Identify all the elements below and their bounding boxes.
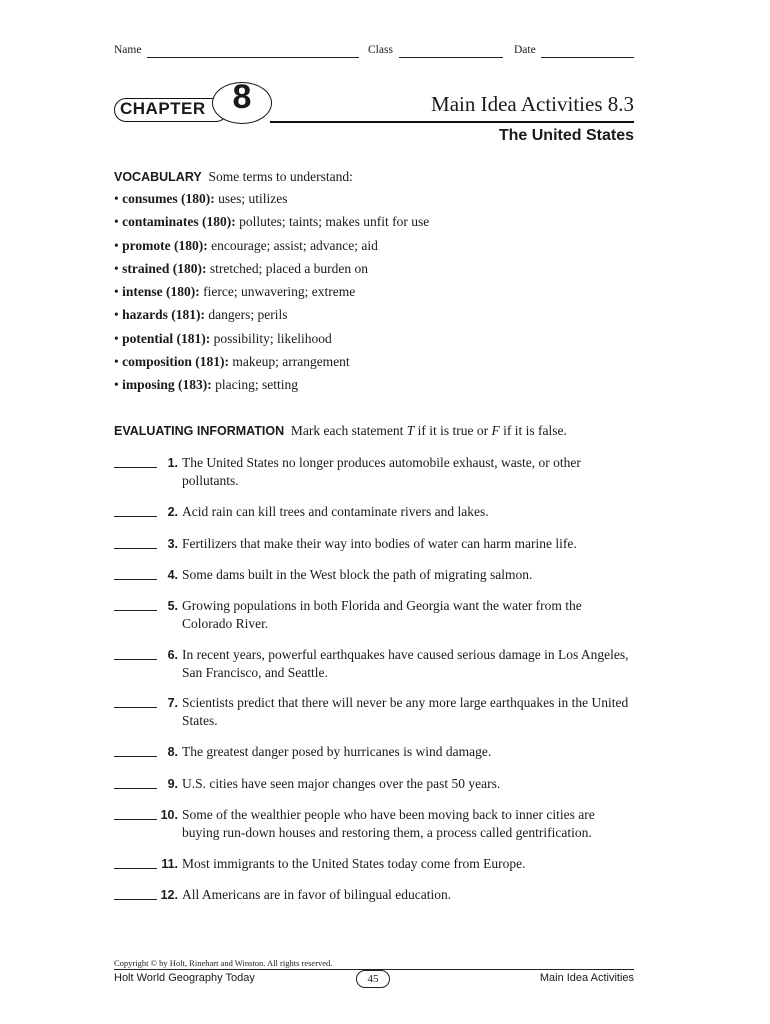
vocab-item: • promote (180): encourage; assist; advance; aid bbox=[114, 237, 378, 253]
vocab-item: • potential (181): possibility; likelihood bbox=[114, 330, 332, 346]
question-text: The greatest danger posed by hurricanes is wind damage. bbox=[182, 744, 492, 759]
page-number: 45 bbox=[356, 970, 390, 988]
evaluating-section bbox=[114, 422, 654, 440]
vocab-definition: makeup; arrangement bbox=[232, 354, 350, 370]
question-text: Growing populations in both Florida and Georgia want the water from the Colorado River. bbox=[182, 598, 582, 631]
answer-blank[interactable] bbox=[114, 659, 157, 660]
question-number: 1. bbox=[167, 456, 178, 470]
false-letter: F bbox=[491, 423, 500, 438]
vocab-item: • intense (180): fierce; unwavering; extreme bbox=[114, 284, 356, 300]
vocab-definition: fierce; unwavering; extreme bbox=[203, 284, 356, 300]
question-number: 9. bbox=[167, 777, 178, 791]
answer-blank[interactable] bbox=[114, 610, 157, 611]
vocabulary-intro: Some terms to understand: bbox=[208, 169, 353, 184]
page-title: Main Idea Activities 8.3 bbox=[431, 92, 634, 116]
vocab-term: strained (180): bbox=[122, 260, 207, 276]
question-number: 6. bbox=[167, 648, 178, 662]
question-number: 8. bbox=[167, 745, 178, 759]
section-name: Main Idea Activities bbox=[539, 972, 634, 984]
question-text: Scientists predict that there will never be any more large earthquakes in the United States. bbox=[182, 695, 629, 728]
question-number: 12. bbox=[160, 888, 178, 902]
question-text: Some of the wealthier people who have been moving back to inner cities are buying run-down houses and restoring them, a process called gentrification. bbox=[182, 807, 595, 840]
true-letter: T bbox=[406, 423, 415, 438]
question-number: 3. bbox=[167, 537, 178, 551]
answer-blank[interactable] bbox=[114, 868, 157, 869]
question-text: Some dams built in the West block the path of migrating salmon. bbox=[182, 567, 533, 582]
vocab-term: potential (181): bbox=[122, 330, 211, 346]
question-number: 5. bbox=[167, 599, 178, 613]
answer-blank[interactable] bbox=[114, 788, 157, 789]
vocab-term: composition (181): bbox=[122, 354, 229, 370]
question-text: Fertilizers that make their way into bodies of water can harm marine life. bbox=[182, 536, 577, 551]
vocab-item: • imposing (183): placing; setting bbox=[114, 377, 298, 393]
vocab-definition: uses; utilizes bbox=[218, 191, 288, 206]
vocab-item: • strained (180): stretched; placed a burden on bbox=[114, 260, 369, 276]
evaluating-title: EVALUATING INFORMATION bbox=[114, 424, 285, 438]
instructions-part-c: if it is false. bbox=[503, 423, 567, 438]
question-number: 11. bbox=[161, 857, 178, 871]
title-rule bbox=[270, 121, 634, 123]
vocabulary-heading bbox=[114, 168, 654, 190]
question-number: 2. bbox=[167, 505, 178, 519]
vocab-definition: encourage; assist; advance; aid bbox=[211, 237, 378, 253]
vocab-term: promote (180): bbox=[122, 237, 208, 253]
answer-blank[interactable] bbox=[114, 756, 157, 757]
vocab-term: intense (180): bbox=[122, 284, 200, 300]
vocab-item: • hazards (181): dangers; perils bbox=[114, 307, 288, 323]
class-field[interactable] bbox=[399, 57, 503, 58]
date-field[interactable] bbox=[541, 57, 634, 58]
vocab-term: contaminates (180): bbox=[122, 214, 236, 230]
vocabulary-section bbox=[114, 168, 654, 400]
chapter-label: CHAPTER bbox=[120, 99, 206, 118]
vocab-item: • composition (181): makeup; arrangement bbox=[114, 354, 350, 370]
answer-blank[interactable] bbox=[114, 467, 157, 468]
question-text: All Americans are in favor of bilingual education. bbox=[182, 887, 452, 902]
vocab-definition: stretched; placed a burden on bbox=[209, 260, 369, 276]
vocab-definition: placing; setting bbox=[215, 377, 298, 393]
question-number: 7. bbox=[167, 696, 178, 710]
class-label: Class bbox=[368, 44, 393, 56]
date-label: Date bbox=[514, 44, 536, 56]
question-number: 4. bbox=[167, 568, 178, 582]
question-text: The United States no longer produces automobile exhaust, waste, or other pollutants. bbox=[182, 455, 581, 488]
vocab-term: consumes (180): bbox=[122, 191, 215, 206]
student-info-fields bbox=[114, 44, 634, 60]
name-label: Name bbox=[114, 44, 142, 56]
vocab-term: imposing (183): bbox=[122, 377, 212, 393]
vocab-definition: possibility; likelihood bbox=[213, 330, 332, 346]
question-text: In recent years, powerful earthquakes have caused serious damage in Los Angeles, San Francisco, and Seattle. bbox=[182, 647, 629, 680]
chapter-badge bbox=[114, 78, 274, 124]
vocab-definition: dangers; perils bbox=[208, 307, 288, 323]
copyright-notice: Copyright © by Holt, Rinehart and Winston. All rights reserved. bbox=[114, 958, 333, 968]
vocab-term: hazards (181): bbox=[122, 307, 205, 323]
page-subtitle: The United States bbox=[498, 127, 634, 144]
vocab-definition: pollutes; taints; makes unfit for use bbox=[239, 214, 430, 230]
instructions-part-b: if it is true or bbox=[417, 423, 489, 438]
question-text: Most immigrants to the United States today come from Europe. bbox=[182, 856, 526, 871]
vocab-item: • contaminates (180): pollutes; taints; makes unfit for use bbox=[114, 214, 430, 230]
answer-blank[interactable] bbox=[114, 579, 157, 580]
answer-blank[interactable] bbox=[114, 707, 157, 708]
chapter-number: 8 bbox=[232, 78, 252, 116]
instructions-part-a: Mark each statement bbox=[290, 423, 404, 438]
vocabulary-title: VOCABULARY bbox=[114, 170, 202, 184]
answer-blank[interactable] bbox=[114, 819, 157, 820]
question-text: Acid rain can kill trees and contaminate rivers and lakes. bbox=[182, 504, 489, 519]
question-number: 10. bbox=[160, 808, 178, 822]
answer-blank[interactable] bbox=[114, 516, 157, 517]
answer-blank[interactable] bbox=[114, 899, 157, 900]
vocab-item: • consumes (180): uses; utilizes bbox=[114, 191, 288, 206]
book-title: Holt World Geography Today bbox=[114, 972, 255, 984]
evaluating-heading bbox=[114, 422, 654, 440]
answer-blank[interactable] bbox=[114, 548, 157, 549]
name-field[interactable] bbox=[147, 57, 359, 58]
question-text: U.S. cities have seen major changes over the past 50 years. bbox=[182, 776, 501, 791]
